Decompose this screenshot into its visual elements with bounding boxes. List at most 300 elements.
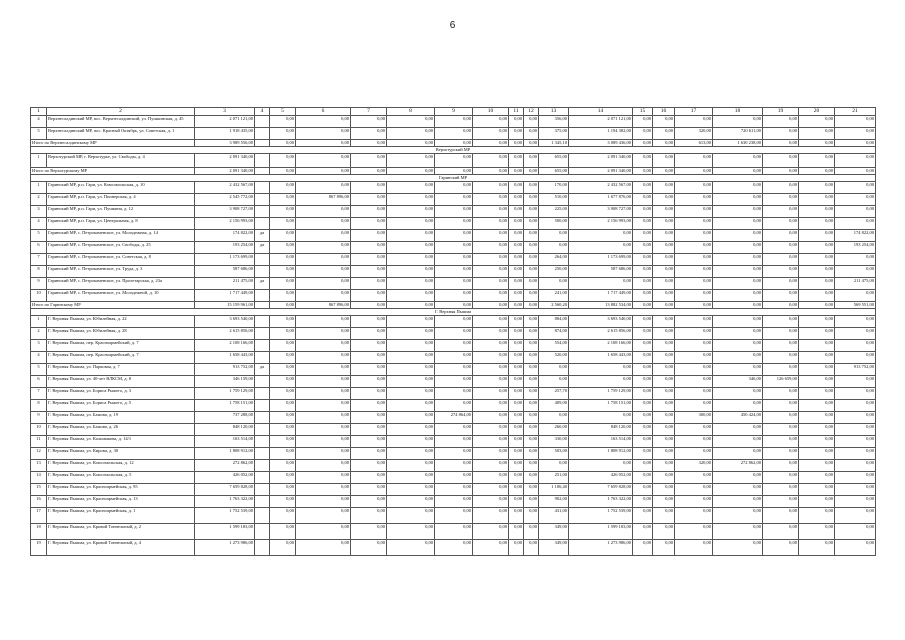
value-cell: 0,00 (675, 496, 713, 508)
total-cell: 0,00 (835, 140, 876, 147)
value-cell: 0,00 (509, 254, 524, 266)
value-cell: 0,00 (799, 128, 835, 140)
value-cell (255, 508, 270, 524)
value-cell (255, 154, 270, 168)
total-cell: 0,00 (713, 302, 763, 309)
value-cell: 0,00 (435, 254, 473, 266)
value-cell: 0,00 (763, 266, 799, 278)
value-cell: 1 658 443,00 (195, 352, 255, 364)
value-cell: 0,00 (763, 524, 799, 540)
value-cell: 0,00 (435, 328, 473, 340)
value-cell: 1 752 539,00 (569, 508, 633, 524)
value-cell: 320,00 (675, 460, 713, 472)
column-header: 19 (763, 108, 799, 116)
value-cell: 0,00 (633, 524, 653, 540)
row-index-cell: 19 (31, 540, 47, 556)
row-index-cell: 5 (31, 230, 47, 242)
total-cell: 0,00 (270, 140, 296, 147)
value-cell: 0,00 (351, 376, 387, 388)
value-cell: 0,00 (435, 484, 473, 496)
value-cell: да (255, 278, 270, 290)
value-cell: 0,00 (835, 206, 876, 218)
value-cell: 0,00 (435, 242, 473, 254)
total-cell: 0,00 (763, 140, 799, 147)
total-cell: 0,00 (351, 168, 387, 175)
value-cell: 0,00 (351, 206, 387, 218)
value-cell: 0,00 (653, 340, 675, 352)
value-cell: 3 693 540,00 (569, 316, 633, 328)
total-cell: 0,00 (296, 168, 351, 175)
value-cell: 1 808 912,00 (569, 448, 633, 460)
total-cell: 0,00 (675, 168, 713, 175)
total-cell: 13 882 534,00 (569, 302, 633, 309)
value-cell: 0,00 (835, 436, 876, 448)
value-cell: 0,00 (473, 524, 509, 540)
value-cell: 0,00 (633, 254, 653, 266)
value-cell: 0,00 (675, 352, 713, 364)
value-cell: 0,00 (351, 218, 387, 230)
value-cell: 0,00 (473, 412, 509, 424)
value-cell: 0,00 (763, 154, 799, 168)
address-cell: Г. Верхняя Пышма, ул. Кирова, д. 30 (47, 448, 195, 460)
total-cell: 0,00 (799, 140, 835, 147)
table-row (31, 278, 876, 290)
value-cell: 0,00 (539, 460, 569, 472)
value-cell: 0,00 (799, 254, 835, 266)
value-cell: 250,00 (539, 266, 569, 278)
value-cell: 0,00 (675, 388, 713, 400)
value-cell: 346,00 (713, 376, 763, 388)
value-cell: 0,00 (524, 316, 539, 328)
value-cell: 0,00 (835, 254, 876, 266)
total-cell: 569 551,00 (835, 302, 876, 309)
value-cell: 225,00 (539, 206, 569, 218)
table-row (31, 340, 876, 352)
value-cell: 0,00 (473, 460, 509, 472)
value-cell: 1 758 151,00 (195, 400, 255, 412)
value-cell: 0,00 (799, 218, 835, 230)
value-cell: 0,00 (835, 376, 876, 388)
value-cell: 0,00 (763, 352, 799, 364)
address-cell: Г. Верхняя Пышма, ул. Комсомольская, д. 5 (47, 472, 195, 484)
value-cell: 0,00 (763, 412, 799, 424)
value-cell: 655,00 (539, 154, 569, 168)
value-cell: 426 052,00 (569, 472, 633, 484)
value-cell: 0,00 (387, 472, 435, 484)
column-header: 2 (47, 108, 195, 116)
value-cell: 1 173 699,00 (569, 254, 633, 266)
value-cell: 0,00 (296, 128, 351, 140)
value-cell: 0,00 (653, 230, 675, 242)
total-row (31, 140, 876, 147)
value-cell: 0,00 (435, 116, 473, 128)
value-cell: 0,00 (270, 508, 296, 524)
value-cell: 0,00 (675, 182, 713, 194)
value-cell: 0,00 (270, 460, 296, 472)
value-cell: 0,00 (270, 388, 296, 400)
value-cell: 0,00 (509, 496, 524, 508)
table-row (31, 436, 876, 448)
total-cell: 0,00 (524, 168, 539, 175)
value-cell: 0,00 (351, 524, 387, 540)
value-cell: 0,00 (835, 266, 876, 278)
value-cell: 0,00 (633, 116, 653, 128)
table-row (31, 540, 876, 556)
value-cell: 0,00 (351, 182, 387, 194)
column-header: 16 (653, 108, 675, 116)
value-cell: 7 659 828,00 (569, 484, 633, 496)
value-cell: 0,00 (435, 290, 473, 302)
value-cell (255, 412, 270, 424)
value-cell: 0,00 (713, 540, 763, 556)
value-cell: 0,00 (351, 128, 387, 140)
value-cell: 0,00 (387, 340, 435, 352)
value-cell: 0,00 (713, 116, 763, 128)
column-header: 8 (387, 108, 435, 116)
value-cell: 0,00 (509, 400, 524, 412)
total-cell: 3 989 556,00 (195, 140, 255, 147)
value-cell: 264,00 (539, 254, 569, 266)
total-label: Итого по Верхнесалдинскому МР (31, 140, 195, 147)
value-cell: 241,00 (539, 290, 569, 302)
value-cell: 0,00 (799, 266, 835, 278)
value-cell: 450 424,00 (713, 412, 763, 424)
value-cell: 0,00 (270, 524, 296, 540)
value-cell: 0,00 (763, 472, 799, 484)
value-cell: 330,00 (539, 436, 569, 448)
section-title: Г. Верхняя Пышма (31, 309, 876, 316)
total-cell: 0,00 (270, 168, 296, 175)
address-cell: Гаринский МР, р.п. Гари, ул. Пионерская, д. 4 (47, 194, 195, 206)
value-cell: 0,00 (473, 182, 509, 194)
value-cell: 0,00 (653, 436, 675, 448)
value-cell: 0,00 (675, 376, 713, 388)
value-cell: 0,00 (713, 352, 763, 364)
value-cell: 0,00 (763, 254, 799, 266)
value-cell: 0,00 (835, 448, 876, 460)
value-cell: 2 071 121,00 (569, 116, 633, 128)
value-cell: 0,00 (524, 424, 539, 436)
value-cell: 0,00 (835, 290, 876, 302)
value-cell: 0,00 (799, 290, 835, 302)
value-cell: 0,00 (569, 376, 633, 388)
table-row (31, 472, 876, 484)
value-cell: 1 658 443,00 (569, 352, 633, 364)
value-cell: 1 599 183,00 (569, 524, 633, 540)
total-cell: 0,00 (509, 168, 524, 175)
value-cell: 0,00 (675, 218, 713, 230)
value-cell: 0,00 (569, 278, 633, 290)
value-cell: 0,00 (675, 436, 713, 448)
value-cell: 0,00 (675, 278, 713, 290)
table-row (31, 400, 876, 412)
value-cell: 346 159,00 (195, 376, 255, 388)
value-cell: 0,00 (835, 400, 876, 412)
address-cell: Г. Верхняя Пышма, ул. Кривой Тоннельный, д. 4 (47, 540, 195, 556)
value-cell: 0,00 (675, 448, 713, 460)
value-cell: 0,00 (473, 364, 509, 376)
value-cell (255, 254, 270, 266)
value-cell: 0,00 (633, 154, 653, 168)
value-cell: 0,00 (387, 290, 435, 302)
value-cell: 0,00 (713, 508, 763, 524)
row-index-cell: 7 (31, 254, 47, 266)
value-cell: 3 908 727,00 (195, 206, 255, 218)
value-cell: 0,00 (539, 278, 569, 290)
value-cell: 0,00 (296, 524, 351, 540)
value-cell: 0,00 (653, 194, 675, 206)
value-cell: 0,00 (633, 376, 653, 388)
value-cell (255, 376, 270, 388)
value-cell: 0,00 (387, 424, 435, 436)
section-title: Гаринский МР (31, 175, 876, 182)
value-cell: 0,00 (270, 364, 296, 376)
value-cell: 0,00 (633, 484, 653, 496)
row-index-cell: 12 (31, 448, 47, 460)
value-cell: 0,00 (633, 472, 653, 484)
value-cell: 0,00 (763, 460, 799, 472)
value-cell: 0,00 (713, 154, 763, 168)
value-cell: 1 759 129,00 (569, 388, 633, 400)
value-cell (255, 340, 270, 352)
value-cell: 0,00 (509, 484, 524, 496)
section-header-row (31, 175, 876, 182)
value-cell: 260,00 (539, 424, 569, 436)
value-cell: 867 896,00 (296, 194, 351, 206)
value-cell: 0,00 (296, 400, 351, 412)
value-cell: 0,00 (435, 352, 473, 364)
table-row (31, 194, 876, 206)
value-cell: 0,00 (435, 460, 473, 472)
value-cell: 0,00 (763, 278, 799, 290)
row-index-cell: 10 (31, 424, 47, 436)
value-cell: 0,00 (763, 316, 799, 328)
table-row (31, 182, 876, 194)
value-cell: 0,00 (473, 400, 509, 412)
value-cell: 1 759 129,00 (195, 388, 255, 400)
value-cell: 0,00 (473, 496, 509, 508)
value-cell: 0,00 (763, 194, 799, 206)
value-cell: 0,00 (270, 128, 296, 140)
row-index-cell: 17 (31, 508, 47, 524)
value-cell: 0,00 (387, 230, 435, 242)
value-cell: 1 763 322,00 (569, 496, 633, 508)
value-cell: 1 194 382,00 (569, 128, 633, 140)
address-cell: Г. Верхняя Пышма, ул. Парковая, д. 7 (47, 364, 195, 376)
value-cell: 0,00 (524, 182, 539, 194)
value-cell: 2 615 856,00 (569, 328, 633, 340)
value-cell: 0,00 (539, 364, 569, 376)
value-cell: 0,00 (799, 364, 835, 376)
value-cell: 0,00 (473, 436, 509, 448)
row-index-cell: 8 (31, 400, 47, 412)
value-cell: 0,00 (569, 364, 633, 376)
value-cell (255, 116, 270, 128)
table-row (31, 508, 876, 524)
value-cell: 0,00 (675, 206, 713, 218)
value-cell (255, 496, 270, 508)
value-cell: 0,00 (653, 218, 675, 230)
value-cell: 0,00 (387, 328, 435, 340)
total-cell: 0,00 (387, 302, 435, 309)
value-cell (255, 206, 270, 218)
value-cell: 0,00 (524, 278, 539, 290)
value-cell: 0,00 (351, 316, 387, 328)
value-cell: 500,00 (539, 218, 569, 230)
value-cell: 0,00 (653, 128, 675, 140)
value-cell: 0,00 (387, 388, 435, 400)
column-header: 5 (270, 108, 296, 116)
total-cell: 867 896,00 (296, 302, 351, 309)
column-header: 11 (509, 108, 524, 116)
value-cell: 0,00 (509, 424, 524, 436)
value-cell: 0,00 (351, 328, 387, 340)
value-cell: 356,00 (539, 116, 569, 128)
value-cell: 0,00 (675, 116, 713, 128)
value-cell: 257,70 (539, 388, 569, 400)
value-cell: 0,00 (713, 218, 763, 230)
value-cell: 520,00 (539, 352, 569, 364)
value-cell: 0,00 (509, 460, 524, 472)
value-cell: 0,00 (763, 448, 799, 460)
value-cell: 0,00 (675, 328, 713, 340)
value-cell: 0,00 (524, 154, 539, 168)
total-cell: 15 159 961,00 (195, 302, 255, 309)
address-cell: Г. Верхняя Пышма, ул. Юбилейная, д. 28 (47, 328, 195, 340)
value-cell: 0,00 (270, 254, 296, 266)
value-cell: 0,00 (653, 424, 675, 436)
value-cell: 0,00 (799, 182, 835, 194)
address-cell: Г. Верхняя Пышма, ул. Комсомольская, д. 12 (47, 460, 195, 472)
value-cell: 0,00 (713, 206, 763, 218)
value-cell: 0,00 (435, 376, 473, 388)
value-cell (255, 472, 270, 484)
value-cell: 0,00 (473, 472, 509, 484)
row-index-cell: 6 (31, 376, 47, 388)
page-number: 6 (449, 20, 456, 31)
value-cell: 0,00 (387, 508, 435, 524)
value-cell: 1 677 876,00 (569, 194, 633, 206)
value-cell: 0,00 (524, 364, 539, 376)
table-row (31, 128, 876, 140)
value-cell: 0,00 (435, 154, 473, 168)
value-cell: 0,00 (435, 194, 473, 206)
value-cell: 0,00 (435, 436, 473, 448)
value-cell: 0,00 (524, 116, 539, 128)
value-cell: 0,00 (524, 340, 539, 352)
value-cell: 0,00 (524, 540, 539, 556)
value-cell: 2 071 121,00 (195, 116, 255, 128)
value-cell: 0,00 (675, 400, 713, 412)
value-cell: 0,00 (633, 328, 653, 340)
value-cell: 2 091 340,00 (569, 154, 633, 168)
value-cell: 0,00 (763, 496, 799, 508)
value-cell: 0,00 (653, 290, 675, 302)
value-cell: 0,00 (675, 266, 713, 278)
table-row (31, 290, 876, 302)
value-cell: 0,00 (835, 128, 876, 140)
value-cell: 0,00 (675, 340, 713, 352)
value-cell: 0,00 (351, 448, 387, 460)
value-cell: 0,00 (351, 154, 387, 168)
value-cell: 0,00 (270, 376, 296, 388)
value-cell: 0,00 (524, 254, 539, 266)
value-cell: 0,00 (435, 448, 473, 460)
value-cell: 0,00 (633, 230, 653, 242)
value-cell: 0,00 (270, 194, 296, 206)
value-cell: 0,00 (509, 508, 524, 524)
address-cell: Г. Верхняя Пышма, ул. 40-лет ВЛКСМ, д. 8 (47, 376, 195, 388)
value-cell (255, 128, 270, 140)
value-cell: 0,00 (633, 352, 653, 364)
total-cell: 0,00 (435, 140, 473, 147)
value-cell: 1 763 322,00 (195, 496, 255, 508)
total-cell (255, 140, 270, 147)
value-cell: 913 752,00 (195, 364, 255, 376)
value-cell: 1 173 699,00 (195, 254, 255, 266)
value-cell: 0,00 (296, 508, 351, 524)
value-cell: 272 862,00 (713, 460, 763, 472)
value-cell (255, 194, 270, 206)
value-cell: 0,00 (270, 218, 296, 230)
total-label: Итого по Верхотурскому МР (31, 168, 195, 175)
value-cell: 587 686,00 (569, 266, 633, 278)
value-cell: 0,00 (270, 540, 296, 556)
value-cell: 0,00 (351, 508, 387, 524)
value-cell: 0,00 (799, 376, 835, 388)
value-cell: 0,00 (351, 472, 387, 484)
value-cell: 0,00 (675, 230, 713, 242)
value-cell: 0,00 (835, 508, 876, 524)
value-cell: 0,00 (653, 524, 675, 540)
value-cell: 1 758 151,00 (569, 400, 633, 412)
value-cell: 0,00 (653, 182, 675, 194)
column-header: 3 (195, 108, 255, 116)
value-cell: 0,00 (653, 316, 675, 328)
value-cell: 510,00 (539, 194, 569, 206)
value-cell: 0,00 (799, 388, 835, 400)
total-cell: 2 091 340,00 (569, 168, 633, 175)
row-index-cell: 8 (31, 266, 47, 278)
table-row (31, 218, 876, 230)
value-cell: 2 156 993,00 (195, 218, 255, 230)
row-index-cell: 10 (31, 290, 47, 302)
value-cell: 0,00 (473, 116, 509, 128)
value-cell: 431,00 (539, 508, 569, 524)
value-cell: 0,00 (387, 496, 435, 508)
value-cell: 0,00 (524, 508, 539, 524)
value-cell: 0,00 (713, 340, 763, 352)
address-cell: Г. Верхняя Пышма, ул. Бажова, д. 19 (47, 412, 195, 424)
value-cell: 0,00 (713, 266, 763, 278)
value-cell: 0,00 (763, 116, 799, 128)
column-header: 18 (713, 108, 763, 116)
value-cell: 0,00 (435, 424, 473, 436)
total-cell: 0,00 (653, 140, 675, 147)
value-cell: 0,00 (835, 424, 876, 436)
value-cell: 0,00 (653, 154, 675, 168)
total-cell: 0,00 (509, 140, 524, 147)
value-cell: 0,00 (296, 278, 351, 290)
row-index-cell: 1 (31, 154, 47, 168)
capital-repair-table (30, 107, 876, 556)
value-cell: 349,00 (539, 540, 569, 556)
value-cell: 0,00 (270, 116, 296, 128)
value-cell: 1 808 912,00 (195, 448, 255, 460)
value-cell: 0,00 (270, 352, 296, 364)
column-header: 14 (569, 108, 633, 116)
value-cell: 0,00 (763, 400, 799, 412)
